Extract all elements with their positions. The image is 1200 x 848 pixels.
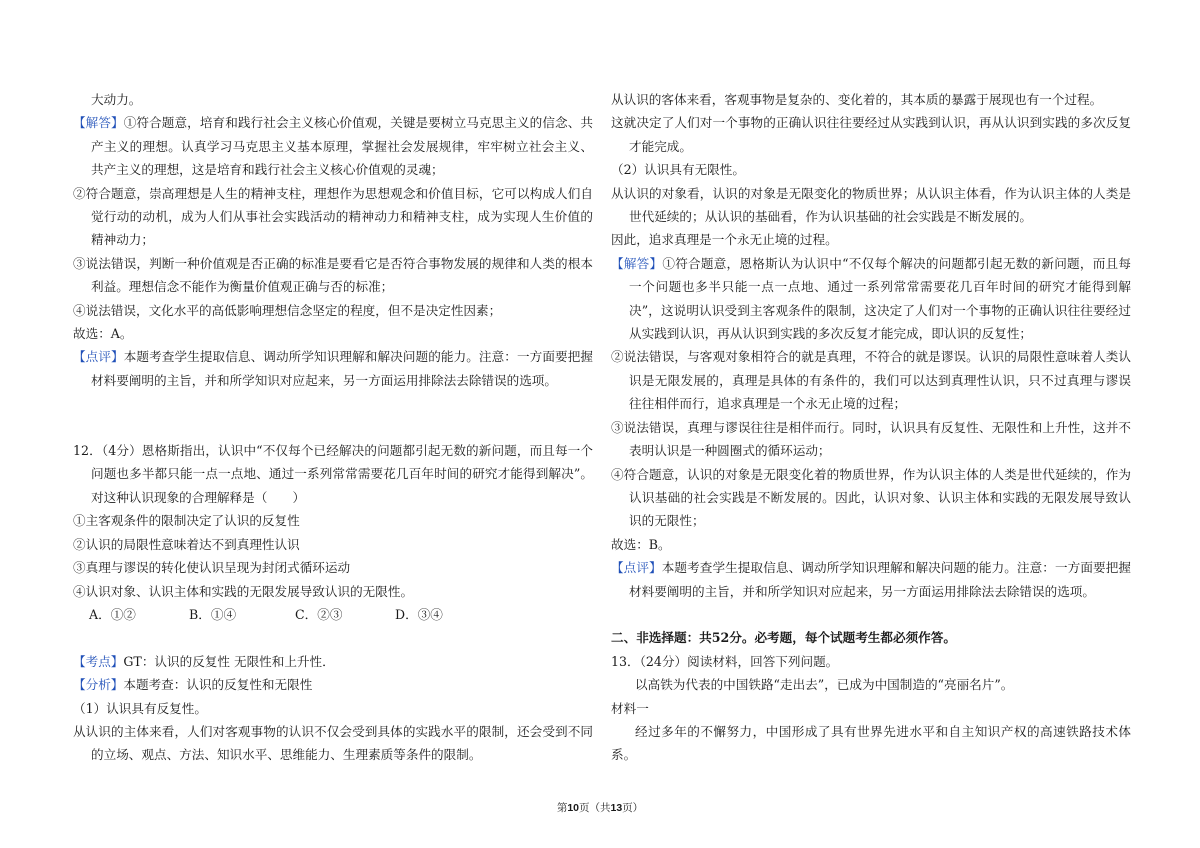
option-c: C．②③ [295,606,343,622]
statement-2: ②认识的局限性意味着达不到真理性认识 [73,536,300,552]
right-column [611,88,1131,767]
statement-4: ④认识对象、认识主体和实践的无限发展导致认识的无限性。 [73,583,414,599]
comment-paragraph [73,345,593,392]
answer-paragraph [611,252,1131,346]
topic-text: GT：认识的反复性 无限性和上升性． [123,653,335,669]
comment-tag: 【点评】 [611,560,662,576]
answer-tag: 【解答】 [611,255,663,271]
question-13: 13．（24分）阅读材料，回答下列问题。 [611,653,839,669]
analysis-tag: 【分析】 [73,677,124,693]
analysis-object: 从认识的客体来看，客观事物是复杂的、变化着的，其本质的暴露于展现也有一个过程。 [611,92,1103,107]
analysis-point-1: （1）认识具有反复性。 [73,700,207,716]
choice-line: 故选：B。 [611,536,671,552]
answer-item-4: ④符合题意，认识的对象是无限变化着的物质世界，作为认识主体的人类是世代延续的，作为认识基础的社会实践是不断发展的。因此，认识对象、认识主体和实践的无限发展导致认识的无限性； [611,466,1131,529]
page-number: 10 [567,802,579,814]
analysis-infinite: 从认识的对象看，认识的对象是无限变化的物质世界；从认识主体看，作为认识主体的人类是世代延续的；从认识的基础看，作为认识基础的社会实践是不断发展的。 [611,185,1131,225]
left-column [73,88,593,767]
question-12: 12．（4分）恩格斯指出，认识中“不仅每个已经解决的问题都引起无数的新问题，而且每一个问题也多半都只能一点一点地、通过一系列常常需要花几百年时间的研究才能得到解决”。对这种认识现象的合理解释是（ ） [73,443,593,505]
analysis-line [73,673,593,696]
statement-3: ③真理与谬误的转化使认识呈现为封闭式循环运动 [73,560,351,576]
analysis-point-2: （2）认识具有无限性。 [611,162,745,178]
analysis-text: 本题考查：认识的反复性和无限性 [123,677,313,693]
material-label: 材料一 [611,700,649,716]
topic-line [73,650,593,673]
option-b: B．①④ [189,606,237,622]
answer-item-4: ④说法错误，文化水平的高低影响理想信念坚定的程度，但不是决定性因素； [73,302,502,318]
topic-tag: 【考点】 [73,653,124,669]
analysis-conclusion: 这就决定了人们对一个事物的正确认识往往要经过从实践到认识，再从认识到实践的多次反复才能完成。 [611,115,1131,154]
comment-tag: 【点评】 [73,349,124,365]
answer-item-2: ②说法错误，与客观对象相符合的就是真理，不符合的就是谬误。认识的局限性意味着人类认识是无限发展的，真理是具体的有条件的，我们可以达到真理性认识，只不过真理与谬误往往相伴而行，追求真理是一个永无止境的过程； [611,349,1131,412]
continuation-line: 大动力。 [91,92,142,107]
answer-item-3: ③说法错误，真理与谬误往往是相伴而行。同时，认识具有反复性、无限性和上升性，这并不表明认识是一种圆圈式的循环运动； [611,419,1131,459]
answer-item-3: ③说法错误，判断一种价值观是否正确的标准是要看它是否符合事物发展的规律和人类的根本利益。理想信念不能作为衡量价值观正确与否的标准； [73,255,593,295]
analysis-subject: 从认识的主体来看，人们对客观事物的认识不仅会受到具体的实践水平的限制，还会受到不同的立场、观点、方法、知识水平、思维能力、生理素质等条件的限制。 [73,723,593,763]
option-a: A．①② [89,606,136,622]
page-footer: 第10页（共13页） [556,802,644,814]
comment-text: 本题考查学生提取信息、调动所学知识理解和解决问题的能力。注意：一方面要把握材料要阐明的主旨，并和所学知识对应起来，另一方面运用排除法去除错误的选项。 [629,560,1132,599]
material-one-text: 经过多年的不懈努力，中国形成了具有世界先进水平和自主知识产权的高速铁路技术体系。 [611,723,1131,763]
choice-line: 故选：A。 [73,326,133,342]
answer-options [73,603,593,626]
option-d: D．③④ [395,606,443,622]
statement-1: ①主客观条件的限制决定了认识的反复性 [73,513,300,529]
answer-paragraph [73,111,593,181]
section-heading: 二、非选择题：共52分。必考题，每个试题考生都必须作答。 [611,630,956,646]
comment-text: 本题考查学生提取信息、调动所学知识理解和解决问题的能力。注意：一方面要把握材料要阐明的主旨，并和所学知识对应起来，另一方面运用排除法去除错误的选项。 [91,349,594,388]
analysis-summary: 因此，追求真理是一个永无止境的过程。 [611,232,838,248]
answer-text: ①符合题意，培育和践行社会主义核心价值观，关键是要树立马克思主义的信念、共产主义的理想。认真学习马克思主义基本原理，掌握社会发展规律，牢牢树立社会主义、共产主义的理想，这是培育和践行社会主义核心价值观的灵魂； [91,115,594,178]
page-total: 13 [610,802,623,814]
material-intro: 以高铁为代表的中国铁路“走出去”，已成为中国制造的“亮丽名片”。 [635,677,1014,693]
answer-text: ①符合题意，恩格斯认为认识中“不仅每个解决的问题都引起无数的新问题，而且每一个问题也多半只能一点一点地、通过一系列常常需要花几百年时间的研究才能得到解决”，这说明认识受到主客观条件的限制，这决定了人们对一个事物的正确认识往往要经过从实践到认识，再从认识到实践的多次反复才能完成，即认识的反复性； [629,255,1131,342]
answer-item-2: ②符合题意，崇高理想是人生的精神支柱，理想作为思想观念和价值目标，它可以构成人们自觉行动的动机，成为人们从事社会实践活动的精神动力和精神支柱，成为实现人生价值的精神动力； [73,185,593,248]
comment-paragraph [611,556,1131,603]
answer-tag: 【解答】 [73,115,124,131]
